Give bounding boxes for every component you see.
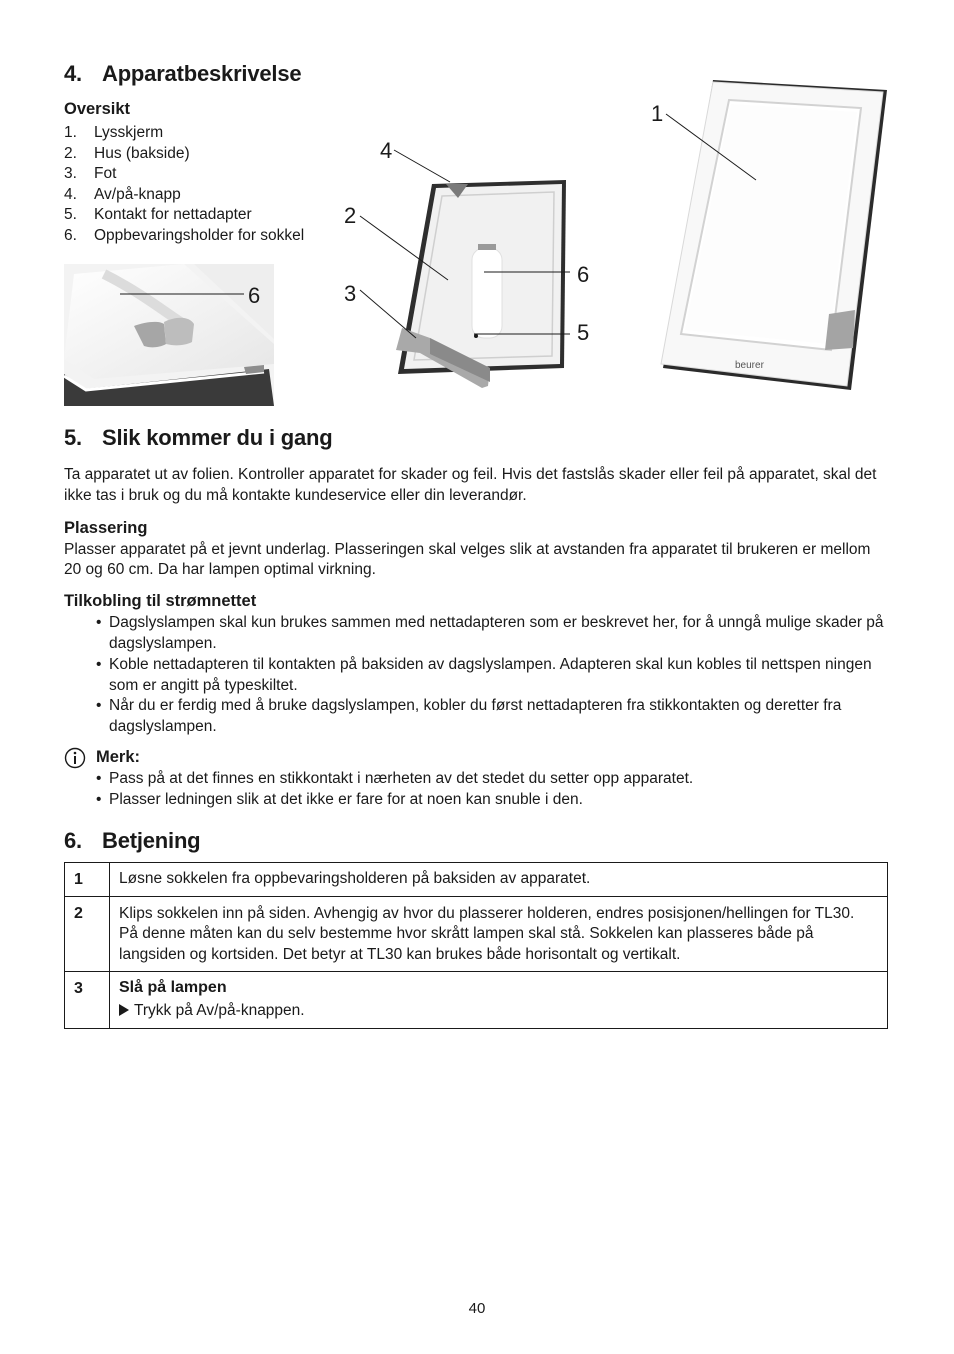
overview-list bbox=[64, 123, 304, 247]
operation-table bbox=[64, 862, 888, 1029]
note-heading-row bbox=[64, 747, 890, 769]
list-item: • Pass på at det finnes en stikkontakt i nærheten av det stedet du setter opp apparatet. bbox=[96, 769, 694, 787]
step-cell bbox=[110, 972, 888, 1028]
callout-5: 5 bbox=[577, 320, 590, 345]
section-5-heading bbox=[64, 425, 333, 451]
overview-heading: Oversikt bbox=[64, 100, 131, 118]
step-number: 2 bbox=[65, 896, 110, 972]
callout-1: 1 bbox=[651, 101, 664, 126]
callout-4: 4 bbox=[380, 138, 393, 163]
intro-paragraph: Ta apparatet ut av folien. Kontroller apparatet for skader og feil. Hvis det fastslås skader eller feil på apparatet, skal det ikke tas i bruk og du må kontakte kundeservice eller din leverandør. bbox=[64, 466, 877, 504]
list-item: 2. Hus (bakside) bbox=[64, 144, 190, 162]
section-4-heading bbox=[64, 61, 301, 87]
list-item: 6. Oppbevaringsholder for sokkel bbox=[64, 226, 305, 244]
section-number: 5. bbox=[64, 425, 82, 450]
callout-6-detail: 6 bbox=[248, 283, 261, 308]
placement-heading: Plassering bbox=[64, 518, 148, 537]
callout-2: 2 bbox=[344, 203, 357, 228]
step-heading: Slå på lampen bbox=[119, 979, 227, 997]
note-heading: Merk: bbox=[96, 747, 141, 766]
table-row bbox=[65, 972, 888, 1028]
list-item: 4. Av/på-knapp bbox=[64, 185, 181, 203]
placement-paragraph: Plasser apparatet på et jevnt underlag. Plasseringen skal velges slik at avstanden fra apparatet til brukeren er mellom 20 og 60 cm. Da har lampen optimal virkning. bbox=[64, 540, 871, 579]
callout-6: 6 bbox=[577, 262, 590, 287]
section-title: Betjening bbox=[102, 828, 201, 853]
note-bullet-list bbox=[64, 769, 890, 811]
section-number: 6. bbox=[64, 828, 82, 853]
page-number: 40 bbox=[468, 1300, 486, 1317]
section-number: 4. bbox=[64, 61, 82, 86]
section-title: Apparatbeskrivelse bbox=[102, 61, 302, 86]
list-item: • Koble nettadapteren til kontakten på baksiden av dagslyslampen. Adapteren skal kun kobles til nettspen ningen som er angitt på typeskiltet. bbox=[96, 655, 872, 694]
table-row bbox=[65, 863, 888, 897]
list-item: • Når du er ferdig med å bruke dagslyslampen, kobler du først nettadapteren fra stikkontakten og deretter fra dagslyslampen. bbox=[96, 697, 842, 736]
list-item: 1. Lysskjerm bbox=[64, 124, 164, 141]
section-6-heading bbox=[64, 828, 200, 854]
step-number: 3 bbox=[65, 972, 110, 1028]
step-number: 1 bbox=[65, 863, 110, 897]
info-icon bbox=[64, 747, 86, 769]
list-item: 5. Kontakt for nettadapter bbox=[64, 206, 252, 224]
step-text: Trykk på Av/på-knappen. bbox=[134, 1001, 305, 1019]
section-5-body bbox=[64, 465, 890, 811]
step-text: Løsne sokkelen fra oppbevaringsholderen på baksiden av apparatet. bbox=[110, 863, 888, 897]
leader-line-front bbox=[660, 100, 770, 190]
list-item: 3. Fot bbox=[64, 165, 117, 183]
list-item: • Dagslyslampen skal kun brukes sammen med nettadapteren som er beskrevet her, for å unngå mulige skader på dagslyslampen. bbox=[96, 614, 884, 652]
step-text: Klips sokkelen inn på siden. Avhengig av hvor du plasserer holderen, endres posisjonen/hellingen for TL30. På denne måten kan du selv bestemme hvor skrått lampen skal stå. Sokkelen kan plasseres både på langsiden og kortsiden. Det betyr at TL30 kan brukes både horisontalt og vertikalt. bbox=[110, 896, 888, 972]
overview bbox=[64, 100, 304, 247]
table-row bbox=[65, 896, 888, 972]
power-heading: Tilkobling til strømnettet bbox=[64, 592, 257, 611]
callout-3: 3 bbox=[344, 281, 357, 306]
list-item: • Plasser ledningen slik at det ikke er fare for at noen kan snuble i den. bbox=[96, 790, 583, 808]
play-arrow-icon bbox=[119, 1004, 129, 1016]
brand-logo: beurer bbox=[735, 360, 764, 371]
leader-lines-back bbox=[354, 140, 574, 350]
power-bullet-list bbox=[64, 613, 890, 738]
holder-detail-illustration bbox=[64, 264, 274, 406]
section-title: Slik kommer du i gang bbox=[102, 425, 333, 450]
